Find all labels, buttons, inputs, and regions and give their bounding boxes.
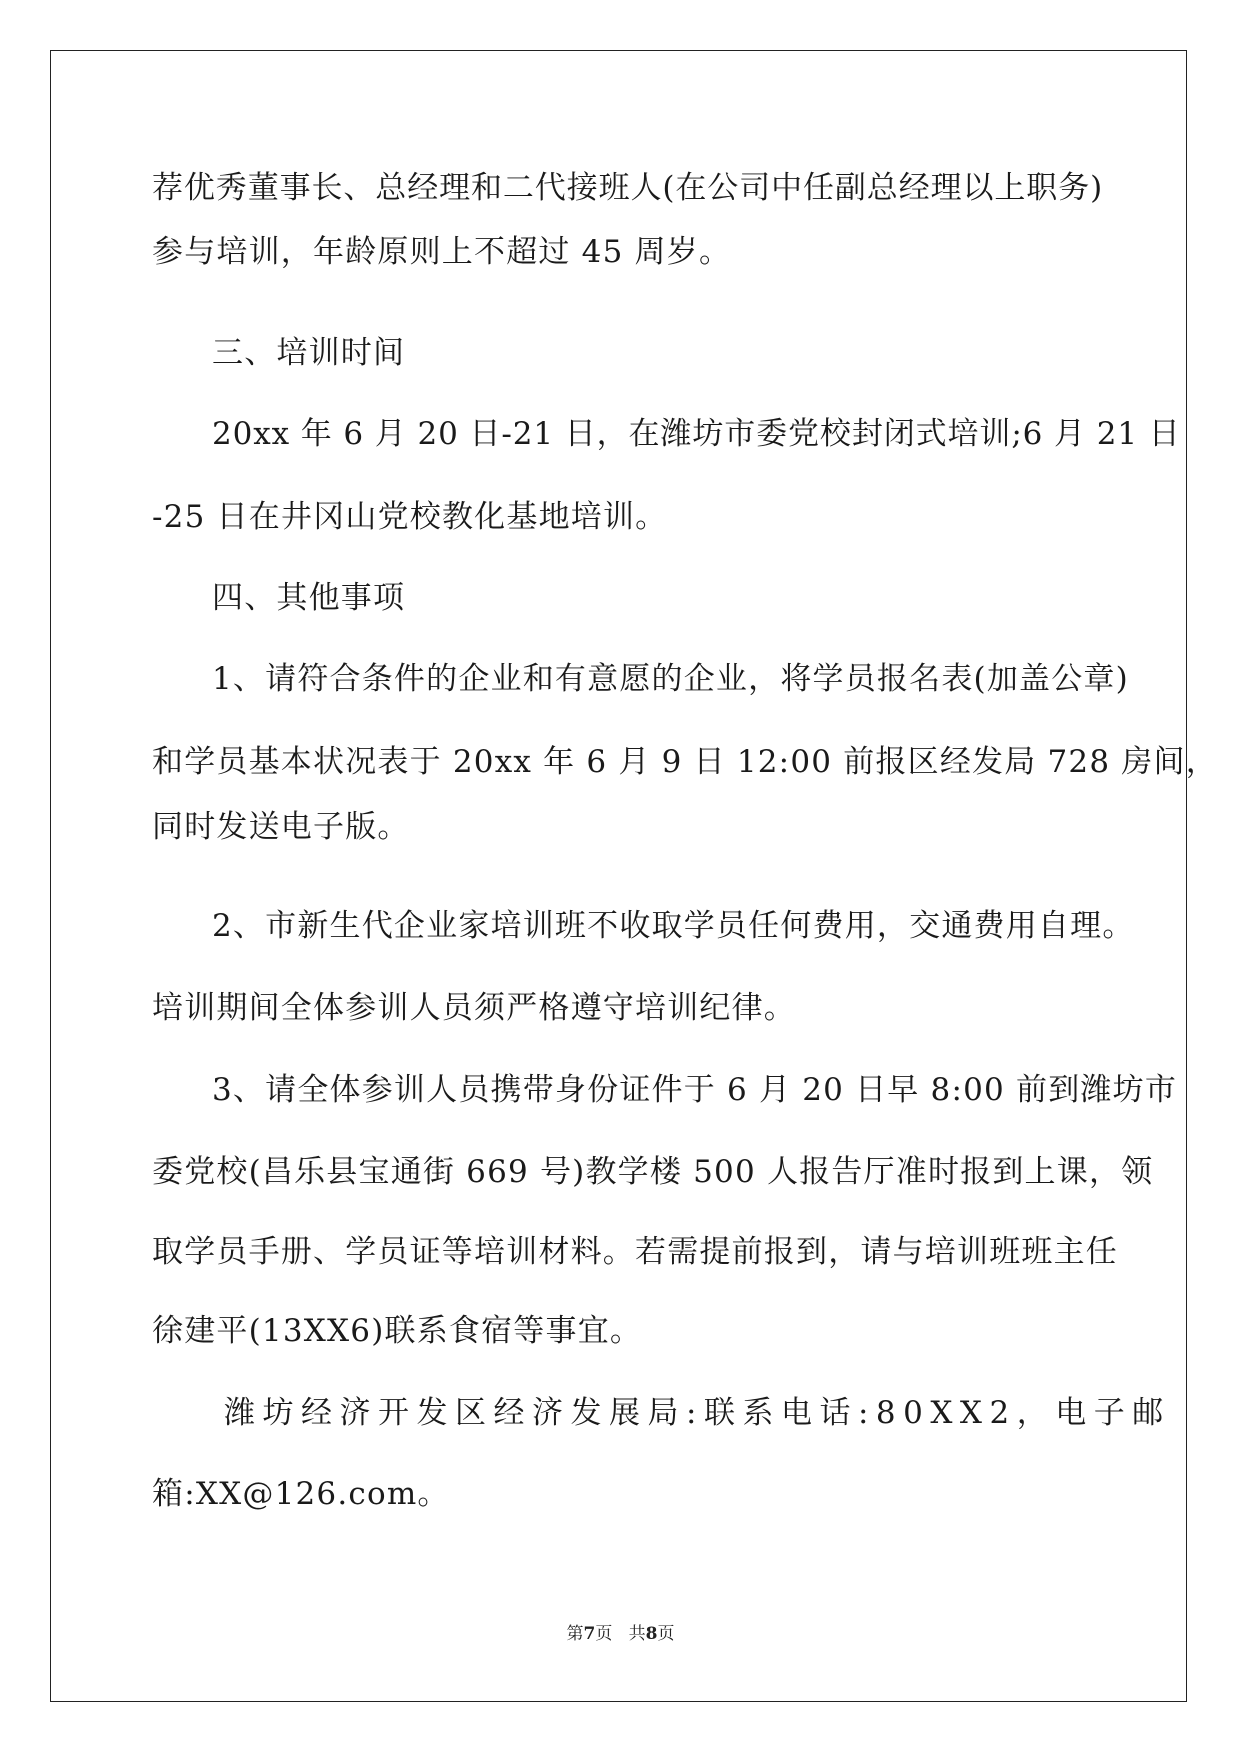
body-text-line: 2、市新生代企业家培训班不收取学员任何费用，交通费用自理。 (212, 908, 1135, 944)
footer-prefix: 第 (566, 1624, 584, 1644)
contact-text-line: 箱:XX@126.com。 (152, 1476, 450, 1512)
body-text-line: 3、请全体参训人员携带身份证件于 6 月 20 日早 8:00 前到潍坊市 (212, 1072, 1178, 1108)
page-border (50, 50, 1187, 1702)
body-text-line: 1、请符合条件的企业和有意愿的企业，将学员报名表(加盖公章) (212, 661, 1129, 697)
footer-mid: 页 共 (595, 1624, 646, 1644)
body-text-line: 参与培训，年龄原则上不超过 45 周岁。 (152, 234, 732, 270)
body-text-line: 徐建平(13XX6)联系食宿等事宜。 (152, 1313, 643, 1349)
footer-suffix: 页 (657, 1624, 675, 1644)
section-heading: 四、其他事项 (212, 580, 406, 616)
section-heading: 三、培训时间 (212, 335, 406, 371)
body-text-line: 同时发送电子版。 (152, 809, 410, 845)
body-text-line: 和学员基本状况表于 20xx 年 6 月 9 日 12:00 前报区经发局 728 房间， (152, 744, 1218, 780)
footer-total-pages: 8 (645, 1624, 658, 1644)
body-text-line: 20xx 年 6 月 20 日-21 日，在潍坊市委党校封闭式培训;6 月 21 日 (212, 416, 1181, 452)
body-text-line: 培训期间全体参训人员须严格遵守培训纪律。 (152, 990, 796, 1026)
contact-text-line: 潍坊经济开发区经济发展局:联系电话:80XX2，电子邮 (224, 1395, 1171, 1431)
body-text-line: 取学员手册、学员证等培训材料。若需提前报到，请与培训班班主任 (152, 1234, 1118, 1270)
body-text-line: 委党校(昌乐县宝通街 669 号)教学楼 500 人报告厅准时报到上课，领 (152, 1154, 1154, 1190)
page-footer (0, 1619, 1241, 1644)
body-text-line: -25 日在井冈山党校教化基地培训。 (152, 499, 668, 535)
footer-current-page: 7 (583, 1624, 596, 1644)
body-text-line: 荐优秀董事长、总经理和二代接班人(在公司中任副总经理以上职务) (152, 170, 1104, 206)
